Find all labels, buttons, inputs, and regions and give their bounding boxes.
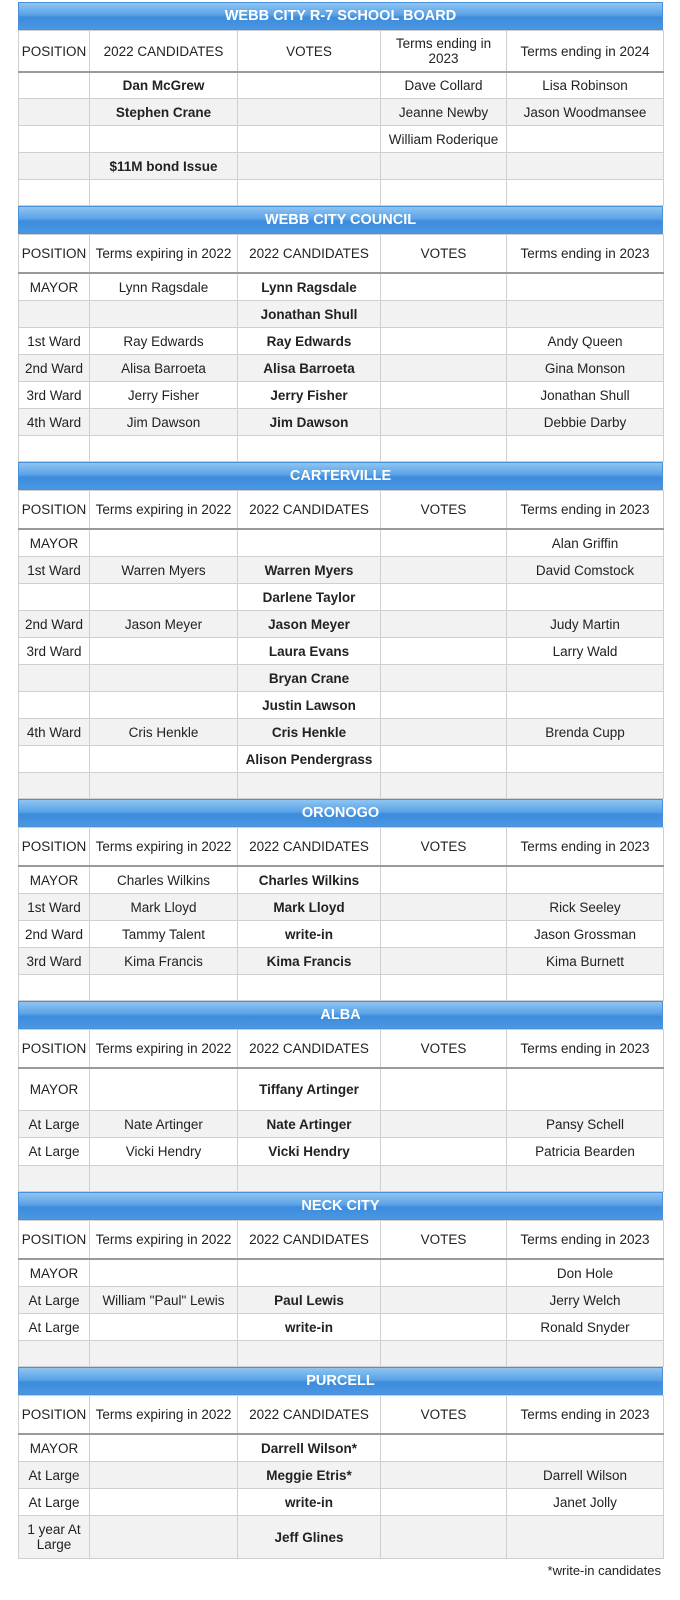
cell-col-3 [238, 72, 381, 99]
cell-col-3 [238, 436, 381, 462]
cell-col-5: Debbie Darby [507, 409, 664, 436]
cell-position: MAYOR [19, 1434, 90, 1462]
column-header: Terms ending in 2023 [507, 1030, 664, 1069]
cell-col-3: Kima Francis [238, 948, 381, 975]
cell-col-4 [381, 1068, 507, 1111]
cell-col-2 [90, 1341, 238, 1367]
cell-col-4 [381, 153, 507, 180]
column-header: 2022 CANDIDATES [238, 828, 381, 867]
cell-col-3: Alison Pendergrass [238, 746, 381, 773]
column-header: Terms expiring in 2022 [90, 828, 238, 867]
cell-position [19, 436, 90, 462]
cell-position: 3rd Ward [19, 638, 90, 665]
cell-col-5 [507, 301, 664, 328]
cell-col-4 [381, 436, 507, 462]
cell-col-2 [90, 638, 238, 665]
cell-col-3: Jason Meyer [238, 611, 381, 638]
cell-col-3 [238, 1341, 381, 1367]
cell-col-2 [90, 746, 238, 773]
cell-col-2 [90, 584, 238, 611]
cell-col-2 [90, 975, 238, 1001]
cell-col-4 [381, 611, 507, 638]
column-header: POSITION [19, 1396, 90, 1435]
cell-col-5: Lisa Robinson [507, 72, 664, 99]
cell-col-5: Andy Queen [507, 328, 664, 355]
column-header: POSITION [19, 1030, 90, 1069]
cell-col-5: Patricia Bearden [507, 1138, 664, 1166]
column-header: 2022 CANDIDATES [90, 31, 238, 73]
column-header: Terms ending in 2023 [507, 828, 664, 867]
cell-col-4 [381, 1259, 507, 1287]
table-row [19, 1166, 664, 1192]
table-row [19, 719, 664, 746]
cell-col-3: Alisa Barroeta [238, 355, 381, 382]
cell-position [19, 975, 90, 1001]
cell-col-3 [238, 126, 381, 153]
cell-position: At Large [19, 1462, 90, 1489]
cell-col-5: Janet Jolly [507, 1489, 664, 1516]
cell-col-5: Jason Grossman [507, 921, 664, 948]
cell-col-4 [381, 638, 507, 665]
column-header: 2022 CANDIDATES [238, 491, 381, 530]
results-table [18, 1029, 664, 1192]
cell-col-4 [381, 665, 507, 692]
cell-col-2: Tammy Talent [90, 921, 238, 948]
cell-col-4 [381, 866, 507, 894]
table-row [19, 975, 664, 1001]
cell-col-5: Kima Burnett [507, 948, 664, 975]
cell-col-5: Larry Wald [507, 638, 664, 665]
header-row [19, 31, 664, 73]
cell-col-4 [381, 948, 507, 975]
section-title: ALBA [18, 1001, 663, 1029]
cell-col-5 [507, 665, 664, 692]
cell-col-4 [381, 301, 507, 328]
cell-col-2 [90, 1068, 238, 1111]
column-header: Terms expiring in 2022 [90, 1221, 238, 1260]
cell-col-4 [381, 719, 507, 746]
cell-col-2 [90, 773, 238, 799]
cell-col-3: Jeff Glines [238, 1516, 381, 1559]
section-webb-city-council [18, 206, 663, 462]
column-header: 2022 CANDIDATES [238, 1030, 381, 1069]
cell-col-2 [90, 1516, 238, 1559]
cell-position: At Large [19, 1287, 90, 1314]
results-table [18, 1220, 664, 1367]
cell-col-3 [238, 975, 381, 1001]
table-row [19, 126, 664, 153]
cell-position: 2nd Ward [19, 611, 90, 638]
cell-col-4 [381, 1516, 507, 1559]
cell-col-4 [381, 584, 507, 611]
section-webb-city-r-7-school-board [18, 2, 663, 206]
cell-position: 1st Ward [19, 328, 90, 355]
cell-col-5 [507, 1341, 664, 1367]
cell-position [19, 584, 90, 611]
footnote: *write-in candidates [547, 1563, 661, 1578]
cell-col-5 [507, 180, 664, 206]
column-header: VOTES [381, 828, 507, 867]
cell-col-4 [381, 921, 507, 948]
table-row [19, 355, 664, 382]
section-oronogo [18, 799, 663, 1001]
cell-col-4 [381, 975, 507, 1001]
cell-col-3: Meggie Etris* [238, 1462, 381, 1489]
cell-col-2 [90, 436, 238, 462]
cell-col-2 [90, 1489, 238, 1516]
table-row [19, 1287, 664, 1314]
cell-col-2: $11M bond Issue [90, 153, 238, 180]
table-row [19, 921, 664, 948]
cell-col-5 [507, 1068, 664, 1111]
cell-col-2 [90, 692, 238, 719]
table-row [19, 746, 664, 773]
cell-position [19, 99, 90, 126]
header-row [19, 491, 664, 530]
cell-col-3: Tiffany Artinger [238, 1068, 381, 1111]
cell-position [19, 301, 90, 328]
table-row [19, 72, 664, 99]
election-document [18, 2, 663, 1578]
cell-position [19, 692, 90, 719]
cell-col-5 [507, 153, 664, 180]
table-row [19, 529, 664, 557]
cell-col-3 [238, 153, 381, 180]
column-header: VOTES [381, 1030, 507, 1069]
cell-col-3: write-in [238, 1489, 381, 1516]
header-row [19, 235, 664, 274]
cell-col-5: Brenda Cupp [507, 719, 664, 746]
column-header: Terms ending in 2023 [507, 235, 664, 274]
column-header: 2022 CANDIDATES [238, 1396, 381, 1435]
cell-col-4 [381, 1314, 507, 1341]
cell-col-3: Mark Lloyd [238, 894, 381, 921]
cell-col-5: Rick Seeley [507, 894, 664, 921]
table-row [19, 1489, 664, 1516]
cell-col-3: Jonathan Shull [238, 301, 381, 328]
cell-col-5 [507, 1516, 664, 1559]
cell-col-2: Jerry Fisher [90, 382, 238, 409]
cell-col-4 [381, 692, 507, 719]
cell-col-3: Jim Dawson [238, 409, 381, 436]
cell-col-4 [381, 273, 507, 301]
cell-col-2: Warren Myers [90, 557, 238, 584]
cell-col-5 [507, 746, 664, 773]
cell-col-5: Jerry Welch [507, 1287, 664, 1314]
column-header: POSITION [19, 828, 90, 867]
cell-col-2: Charles Wilkins [90, 866, 238, 894]
column-header: Terms expiring in 2022 [90, 491, 238, 530]
cell-col-5 [507, 866, 664, 894]
column-header: VOTES [381, 491, 507, 530]
cell-col-4 [381, 529, 507, 557]
cell-col-5 [507, 1166, 664, 1192]
cell-position: 2nd Ward [19, 921, 90, 948]
column-header: VOTES [238, 31, 381, 73]
cell-position: At Large [19, 1138, 90, 1166]
cell-position [19, 126, 90, 153]
cell-col-2 [90, 665, 238, 692]
cell-col-3: Warren Myers [238, 557, 381, 584]
cell-position [19, 773, 90, 799]
column-header: Terms ending in 2023 [507, 1221, 664, 1260]
cell-col-4 [381, 382, 507, 409]
cell-col-5: Ronald Snyder [507, 1314, 664, 1341]
table-row [19, 1138, 664, 1166]
cell-col-2 [90, 126, 238, 153]
cell-col-4 [381, 1111, 507, 1138]
column-header: VOTES [381, 1221, 507, 1260]
cell-col-4 [381, 557, 507, 584]
cell-col-2 [90, 180, 238, 206]
column-header: Terms expiring in 2022 [90, 1396, 238, 1435]
table-row [19, 1516, 664, 1559]
cell-col-5 [507, 584, 664, 611]
header-row [19, 1221, 664, 1260]
cell-position: MAYOR [19, 273, 90, 301]
cell-col-3: Jerry Fisher [238, 382, 381, 409]
results-table [18, 490, 664, 799]
cell-col-5: Don Hole [507, 1259, 664, 1287]
column-header: Terms ending in 2023 [507, 491, 664, 530]
cell-col-4 [381, 1166, 507, 1192]
header-row [19, 1396, 664, 1435]
cell-position: 4th Ward [19, 409, 90, 436]
column-header: 2022 CANDIDATES [238, 235, 381, 274]
cell-col-5 [507, 273, 664, 301]
cell-col-3: Nate Artinger [238, 1111, 381, 1138]
cell-position: MAYOR [19, 1259, 90, 1287]
table-row [19, 866, 664, 894]
cell-col-4 [381, 1489, 507, 1516]
section-title: WEBB CITY COUNCIL [18, 206, 663, 234]
cell-col-4 [381, 1434, 507, 1462]
cell-col-2 [90, 301, 238, 328]
cell-col-2: Nate Artinger [90, 1111, 238, 1138]
cell-col-5 [507, 436, 664, 462]
table-row [19, 557, 664, 584]
cell-col-3: Vicki Hendry [238, 1138, 381, 1166]
cell-col-5: Alan Griffin [507, 529, 664, 557]
cell-col-5 [507, 1434, 664, 1462]
cell-col-5: Judy Martin [507, 611, 664, 638]
table-row [19, 273, 664, 301]
cell-col-2: Vicki Hendry [90, 1138, 238, 1166]
cell-position: At Large [19, 1111, 90, 1138]
table-row [19, 153, 664, 180]
section-carterville [18, 462, 663, 799]
cell-col-3 [238, 529, 381, 557]
table-row [19, 948, 664, 975]
cell-col-4 [381, 1341, 507, 1367]
cell-col-3: Darlene Taylor [238, 584, 381, 611]
cell-col-2: Alisa Barroeta [90, 355, 238, 382]
cell-col-3 [238, 1259, 381, 1287]
table-row [19, 611, 664, 638]
table-row [19, 584, 664, 611]
section-title: WEBB CITY R-7 SCHOOL BOARD [18, 2, 663, 30]
cell-col-3: Ray Edwards [238, 328, 381, 355]
cell-col-4: Jeanne Newby [381, 99, 507, 126]
cell-position: 3rd Ward [19, 948, 90, 975]
section-title: PURCELL [18, 1367, 663, 1395]
cell-position: 2nd Ward [19, 355, 90, 382]
cell-col-4 [381, 1462, 507, 1489]
cell-col-5: Jason Woodmansee [507, 99, 664, 126]
cell-position: MAYOR [19, 1068, 90, 1111]
column-header: POSITION [19, 1221, 90, 1260]
cell-col-2: Cris Henkle [90, 719, 238, 746]
header-row [19, 1030, 664, 1069]
cell-col-5 [507, 975, 664, 1001]
column-header: Terms ending in 2023 [507, 1396, 664, 1435]
column-header: POSITION [19, 31, 90, 73]
cell-col-3: Cris Henkle [238, 719, 381, 746]
cell-col-3: write-in [238, 921, 381, 948]
cell-position: At Large [19, 1314, 90, 1341]
cell-col-4 [381, 328, 507, 355]
cell-col-3: write-in [238, 1314, 381, 1341]
cell-col-5: David Comstock [507, 557, 664, 584]
cell-col-3: Justin Lawson [238, 692, 381, 719]
cell-col-5 [507, 126, 664, 153]
section-purcell [18, 1367, 663, 1559]
cell-col-3: Lynn Ragsdale [238, 273, 381, 301]
cell-col-3 [238, 180, 381, 206]
cell-col-3 [238, 773, 381, 799]
column-header: POSITION [19, 491, 90, 530]
header-row [19, 828, 664, 867]
table-row [19, 409, 664, 436]
cell-position [19, 1341, 90, 1367]
cell-col-4 [381, 355, 507, 382]
cell-col-2: William "Paul" Lewis [90, 1287, 238, 1314]
cell-col-4: Dave Collard [381, 72, 507, 99]
cell-position: 3rd Ward [19, 382, 90, 409]
cell-col-3: Paul Lewis [238, 1287, 381, 1314]
table-row [19, 1434, 664, 1462]
cell-col-2: Lynn Ragsdale [90, 273, 238, 301]
cell-position [19, 72, 90, 99]
cell-col-5: Pansy Schell [507, 1111, 664, 1138]
cell-position: 1 year At Large [19, 1516, 90, 1559]
cell-position: At Large [19, 1489, 90, 1516]
table-row [19, 894, 664, 921]
cell-col-4 [381, 409, 507, 436]
cell-col-2: Stephen Crane [90, 99, 238, 126]
cell-position [19, 746, 90, 773]
cell-col-5: Gina Monson [507, 355, 664, 382]
section-title: NECK CITY [18, 1192, 663, 1220]
table-row [19, 328, 664, 355]
column-header: 2022 CANDIDATES [238, 1221, 381, 1260]
cell-col-2 [90, 1259, 238, 1287]
results-table [18, 1395, 664, 1559]
cell-col-2: Mark Lloyd [90, 894, 238, 921]
cell-col-3: Charles Wilkins [238, 866, 381, 894]
column-header: Terms expiring in 2022 [90, 1030, 238, 1069]
cell-position [19, 665, 90, 692]
column-header: Terms ending in 2024 [507, 31, 664, 73]
cell-position: MAYOR [19, 529, 90, 557]
column-header: Terms expiring in 2022 [90, 235, 238, 274]
table-row [19, 436, 664, 462]
table-row [19, 773, 664, 799]
cell-col-2 [90, 1314, 238, 1341]
cell-col-4 [381, 1287, 507, 1314]
table-row [19, 1462, 664, 1489]
cell-position: 1st Ward [19, 894, 90, 921]
cell-col-2: Dan McGrew [90, 72, 238, 99]
cell-col-2: Kima Francis [90, 948, 238, 975]
cell-col-3 [238, 99, 381, 126]
table-row [19, 638, 664, 665]
cell-position: MAYOR [19, 866, 90, 894]
results-table [18, 827, 664, 1001]
cell-position: 4th Ward [19, 719, 90, 746]
table-row [19, 1111, 664, 1138]
cell-col-2 [90, 1166, 238, 1192]
cell-col-5 [507, 692, 664, 719]
cell-col-4 [381, 1138, 507, 1166]
cell-col-2 [90, 529, 238, 557]
column-header: POSITION [19, 235, 90, 274]
table-row [19, 382, 664, 409]
section-title: CARTERVILLE [18, 462, 663, 490]
table-row [19, 99, 664, 126]
cell-col-5: Jonathan Shull [507, 382, 664, 409]
section-alba [18, 1001, 663, 1192]
table-row [19, 665, 664, 692]
cell-col-3: Laura Evans [238, 638, 381, 665]
section-title: ORONOGO [18, 799, 663, 827]
cell-col-2: Jason Meyer [90, 611, 238, 638]
cell-position [19, 1166, 90, 1192]
table-row [19, 1341, 664, 1367]
cell-col-2: Jim Dawson [90, 409, 238, 436]
cell-col-4 [381, 773, 507, 799]
column-header: Terms ending in 2023 [381, 31, 507, 73]
table-row [19, 692, 664, 719]
table-row [19, 301, 664, 328]
table-row [19, 1259, 664, 1287]
cell-position: 1st Ward [19, 557, 90, 584]
cell-col-5: Darrell Wilson [507, 1462, 664, 1489]
cell-position [19, 180, 90, 206]
cell-col-3: Darrell Wilson* [238, 1434, 381, 1462]
cell-col-4 [381, 894, 507, 921]
table-row [19, 180, 664, 206]
cell-col-5 [507, 773, 664, 799]
table-row [19, 1314, 664, 1341]
cell-col-4: William Roderique [381, 126, 507, 153]
cell-position [19, 153, 90, 180]
section-neck-city [18, 1192, 663, 1367]
cell-col-2 [90, 1462, 238, 1489]
column-header: VOTES [381, 235, 507, 274]
results-table [18, 234, 664, 462]
cell-col-3 [238, 1166, 381, 1192]
table-row [19, 1068, 664, 1111]
results-table [18, 30, 664, 206]
cell-col-4 [381, 180, 507, 206]
cell-col-2 [90, 1434, 238, 1462]
cell-col-2: Ray Edwards [90, 328, 238, 355]
cell-col-4 [381, 746, 507, 773]
column-header: VOTES [381, 1396, 507, 1435]
cell-col-3: Bryan Crane [238, 665, 381, 692]
